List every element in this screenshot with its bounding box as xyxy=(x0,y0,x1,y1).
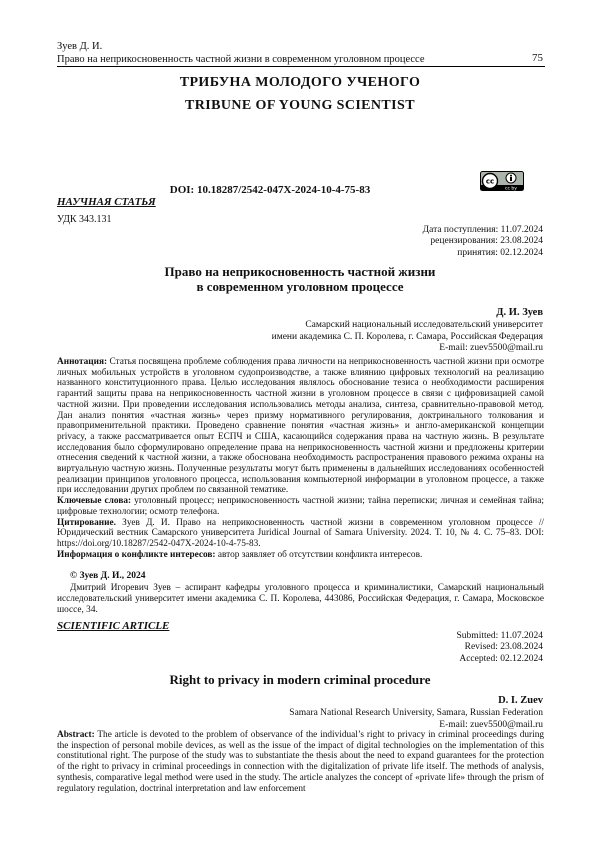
abstract-ru xyxy=(57,357,544,496)
article-title-en: Right to privacy in modern criminal procedure xyxy=(169,672,431,687)
journal-title-en: TRIBUNE OF YOUNG SCIENTIST xyxy=(185,98,415,113)
date-submitted: Submitted: 11.07.2024 xyxy=(456,631,543,641)
dates-en xyxy=(457,631,543,665)
date-accepted-en: Accepted: 02.12.2024 xyxy=(459,653,543,664)
article-type-ru: НАУЧНАЯ СТАТЬЯ xyxy=(57,196,156,208)
email-en[interactable]: E-mail: zuev5500@mail.ru xyxy=(439,719,543,730)
abstract-en-text: The article is devoted to the problem of observance of the individual’s right to privacy in criminal proceedings during the inspection of personal mobile devices, as well as the issue of the impact of digital technologies on the implementation of this constitutional right. The purpose of the study was to substantiate the thesis about the need to expand guarantees for the protection of the right to privacy in criminal proceedings in connection with the digitalization of private life itself. The methods of analysis, synthesis, comparative legal method were used in the study. The article analyzes the concept of «private life» through the prism of regulatory regulation, doctrinal interpretation and law enforcement xyxy=(57,730,544,794)
creative-commons-by-icon[interactable] xyxy=(480,171,524,191)
running-head-author: Зуев Д. И. xyxy=(57,41,103,52)
dates-ru xyxy=(423,225,543,259)
citation-ru xyxy=(57,518,544,550)
date-revised: Revised: 23.08.2024 xyxy=(464,642,543,653)
author-en: D. I. Zuev xyxy=(498,695,543,706)
abstract-en xyxy=(57,730,544,794)
copyright: © Зуев Д. И., 2024 xyxy=(70,571,146,581)
running-head xyxy=(57,41,545,67)
affiliation-ru-line1: Самарский национальный исследовательский университет xyxy=(305,320,543,330)
title-ru-line1: Право на неприкосновенность частной жизни xyxy=(164,264,436,279)
abstract-ru-block xyxy=(57,357,544,560)
svg-text:cc: cc xyxy=(485,177,495,186)
abstract-ru-label: Аннотация: xyxy=(57,357,108,367)
keywords-ru xyxy=(57,496,544,517)
article-type-en: SCIENTIFIC ARTICLE xyxy=(57,620,170,632)
author-bio: Дмитрий Игоревич Зуев – аспирант кафедры уголовного процесса и криминалистики, Самарский национальный исследовательский университет имени академика С. П. Королева, 443086, Российская Федерация, г. Самара, Московское шоссе, 34. xyxy=(57,583,544,615)
date-accepted: принятия: 02.12.2024 xyxy=(457,247,543,258)
citation-ru-label: Цитирование. xyxy=(57,517,116,528)
abstract-ru-text: Статья посвящена проблеме соблюдения права личности на неприкосновенность частной жизни при осмотре личных мобильных устройств в уголовном судопроизводстве, а также влиянию цифровых технологий на реализацию названного конституционного права. Целью исследования являлось обоснование тезиса о необходимости расширения гарантий защиты права на неприкосновенность частной жизни в уголовном процессе в связи с цифровизацией самой частной жизни. При проведении исследования использовались методы анализа, синтеза, сравнительно-правовой метод. Дан анализ понятия «частная жизнь» через призму нормативного регулирования, доктринального толкования и правоприменительной практики. Проведено сравнение понятия «частная жизнь» и англо-американской концепции privacy, а также рассматривается опыт ЕСПЧ и США, касающийся содержания права на частную жизнь. В результате исследования было сформулировано определение права на неприкосновенность частной жизни и предложены критерии отнесения сведений к частной жизни, а также обоснована необходимость распространения правового режима охраны на виртуальную частную жизнь. Полученные результаты могут быть применены в дальнейших исследованиях особенностей реализации принципов уголовного процесса, использования компьютерной информации в уголовном процессе, а также при исследовании других проблем по связанной тематике. xyxy=(57,357,544,496)
running-head-title: Право на неприкосновенность частной жизни в современном уголовном процессе xyxy=(57,54,545,67)
abstract-en-label: Abstract: xyxy=(57,730,95,740)
conflict-ru xyxy=(57,550,544,561)
page-number: 75 xyxy=(532,52,543,64)
citation-ru-text: Зуев Д. И. Право на неприкосновенность частной жизни в современном уголовном процессе // Юридический вестник Самарского университета Juridical Journal of Samara University. 2024. Т. 10, № 4. С. 75–83. DOI: https://doi.org/10.18287/2542-047X-2024-10-4-75-83. xyxy=(57,517,544,549)
affiliation-en-block xyxy=(289,708,543,731)
title-ru-line2: в современном уголовном процессе xyxy=(196,279,404,294)
conflict-ru-text: автор заявляет об отсутствии конфликта интересов. xyxy=(217,549,423,560)
journal-title-ru: ТРИБУНА МОЛОДОГО УЧЕНОГО xyxy=(179,75,421,90)
affiliation-en: Samara National Research University, Samara, Russian Federation xyxy=(289,708,543,718)
conflict-ru-label: Информация о конфликте интересов: xyxy=(57,549,216,560)
doi[interactable]: DOI: 10.18287/2542-047X-2024-10-4-75-83 xyxy=(169,184,371,196)
affiliation-ru xyxy=(272,320,543,355)
email-ru[interactable]: E-mail: zuev5500@mail.ru xyxy=(439,343,543,353)
date-received: Дата поступления: 11.07.2024 xyxy=(422,225,543,235)
keywords-ru-text: уголовный процесс; неприкосновенность частной жизни; тайна переписки; личная и семейная тайна; цифровые технологии; осмотр телефона. xyxy=(57,496,544,517)
udk: УДК 343.131 xyxy=(57,214,112,225)
keywords-ru-label: Ключевые слова: xyxy=(57,496,132,507)
author-ru: Д. И. Зуев xyxy=(496,307,543,318)
article-title-ru xyxy=(0,264,600,294)
affiliation-ru-line2: имени академика С. П. Королева, г. Самара, Российская Федерация xyxy=(271,331,543,342)
license-symbols: cc by xyxy=(505,186,517,191)
date-reviewed: рецензирования: 23.08.2024 xyxy=(430,236,543,247)
